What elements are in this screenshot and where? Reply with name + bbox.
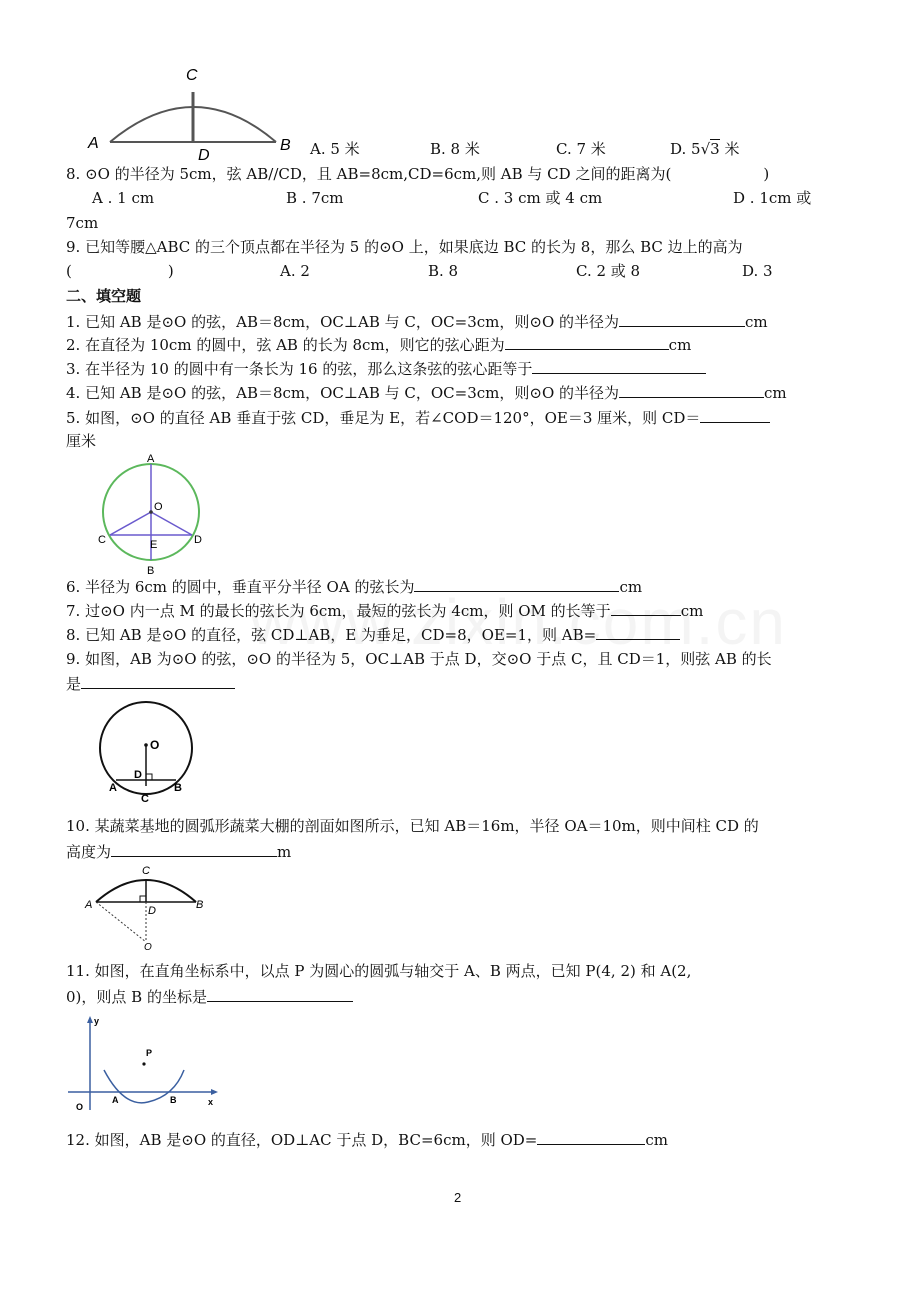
fill-7-text: 7. 过⊙O 内一点 M 的最长的弦长为 6cm，最短的弦长为 4cm，则 OM 的长等于 [66, 602, 611, 620]
arch-figure-top [80, 62, 300, 166]
label-a: A [88, 135, 99, 152]
q8-option-d-cont: 7cm [66, 214, 99, 232]
q8-option-a: A . 1 cm [92, 189, 155, 207]
label-d: D [134, 769, 142, 781]
label-c: C [142, 865, 150, 877]
answer-blank[interactable] [619, 310, 745, 327]
question-8 [66, 163, 769, 185]
q9-option-a: A. 2 [280, 262, 310, 280]
q9-option-c: C. 2 或 8 [576, 262, 641, 280]
label-y: y [94, 1016, 100, 1026]
question-9-open: ( [66, 262, 72, 280]
fill-10: 10. 某蔬菜基地的圆弧形蔬菜大棚的剖面如图所示，已知 AB＝16m，半径 OA＝10m，则中间柱 CD 的 [66, 817, 759, 835]
fill-9-cont-text: 是 [66, 675, 82, 693]
answer-blank[interactable] [700, 406, 770, 423]
question-9-close: ) [167, 262, 174, 280]
label-x: x [208, 1097, 214, 1107]
fill-3-text: 3. 在半径为 10 的圆中有一条长为 16 的弦，那么这条弦的弦心距等于 [66, 360, 533, 378]
fill-11-cont [66, 985, 353, 1008]
label-b: B [196, 899, 204, 911]
label-c: C [98, 534, 106, 546]
fill-11: 11. 如图，在直角坐标系中，以点 P 为圆心的圆弧与轴交于 A、B 两点，已知 P(4, 2) 和 A(2, [66, 962, 692, 980]
question-8-text: 8. ⊙O 的半径为 5cm，弦 AB//CD，且 AB=8cm,CD=6cm,则 AB 与 CD 之间的距离为( [66, 165, 672, 183]
answer-blank[interactable] [207, 985, 353, 1002]
q9-option-b: B. 8 [428, 262, 459, 280]
fill-10-cont-text: 高度为 [66, 843, 112, 861]
fill-4 [66, 381, 787, 404]
watermark [250, 585, 787, 659]
option-d-suffix: 米 [719, 140, 740, 158]
option-b: B. 8 米 [430, 140, 480, 158]
label-o: O [150, 738, 160, 752]
label-o: O [76, 1102, 84, 1112]
label-d: D [194, 534, 202, 546]
fill-5 [66, 406, 770, 429]
option-d-root: 3 [710, 140, 720, 158]
fill-1 [66, 310, 768, 333]
label-p: P [146, 1048, 153, 1058]
fill-10-unit: m [277, 843, 292, 861]
fill-7-unit: cm [680, 602, 704, 620]
fill-4-unit: cm [764, 384, 787, 402]
coordinate-figure-11 [64, 1012, 224, 1116]
question-9-text: 9. 已知等腰△ABC 的三个顶点都在半径为 5 的⊙O 上，如果底边 BC 的长为 8，那么 BC 边上的高为 [66, 238, 743, 256]
fill-5-text: 5. 如图，⊙O 的直径 AB 垂直于弦 CD，垂足为 E，若∠COD＝120°，OE＝3 厘米，则 CD＝ [66, 409, 701, 427]
fill-1-text: 1. 已知 AB 是⊙O 的弦，AB＝8cm，OC⊥AB 与 C，OC=3cm，则⊙O 的半径为 [66, 313, 620, 331]
option-c: C. 7 米 [556, 140, 606, 158]
fill-3 [66, 357, 706, 380]
label-a: A [85, 899, 93, 911]
label-c: C [141, 793, 149, 805]
fill-9-cont [66, 672, 235, 695]
fill-5-cont: 厘米 [66, 432, 97, 450]
label-b: B [170, 1095, 177, 1105]
fill-12-unit: cm [645, 1131, 668, 1149]
fill-12 [66, 1128, 668, 1151]
label-a: A [112, 1095, 119, 1105]
option-d [670, 138, 739, 160]
option-a: A. 5 米 [310, 140, 360, 158]
label-o: O [144, 942, 152, 952]
fill-8-text: 8. 已知 AB 是⊙O 的直径，弦 CD⊥AB，E 为垂足，CD=8，OE=1，则 AB= [66, 626, 597, 644]
circle-figure-5 [92, 452, 212, 576]
fill-2 [66, 333, 691, 356]
fill-1-unit: cm [745, 313, 768, 331]
q8-option-b: B . 7cm [286, 189, 344, 207]
fill-6-unit: cm [619, 578, 643, 596]
label-d: D [148, 905, 156, 917]
fill-2-unit: cm [668, 336, 692, 354]
answer-blank[interactable] [81, 672, 235, 689]
label-a: A [109, 782, 117, 794]
sqrt-icon: √ [700, 140, 711, 158]
q9-option-d: D. 3 [742, 262, 773, 280]
answer-blank[interactable] [537, 1128, 645, 1145]
label-b: B [280, 137, 291, 154]
label-e: E [150, 539, 158, 551]
label-d: D [198, 147, 210, 164]
fill-12-text: 12. 如图，AB 是⊙O 的直径，OD⊥AC 于点 D，BC=6cm，则 OD= [66, 1131, 538, 1149]
fill-4-text: 4. 已知 AB 是⊙O 的弦，AB＝8cm，OC⊥AB 与 C，OC=3cm，则⊙O 的半径为 [66, 384, 620, 402]
page-number: 2 [454, 1190, 462, 1205]
label-o: O [154, 501, 163, 513]
option-d-prefix: D. 5 [670, 140, 701, 158]
answer-blank[interactable] [111, 840, 277, 857]
question-9-paren [66, 260, 174, 282]
fill-6-text: 6. 半径为 6cm 的圆中，垂直平分半径 OA 的弦长为 [66, 578, 415, 596]
section-title: 二、填空题 [66, 287, 142, 305]
label-b: B [174, 782, 182, 794]
fill-11-cont-text: 0)，则点 B 的坐标是 [66, 988, 207, 1006]
question-8-close: ) [763, 165, 770, 183]
answer-blank[interactable] [532, 357, 706, 374]
answer-blank[interactable] [619, 381, 764, 398]
fill-2-text: 2. 在直径为 10cm 的圆中，弦 AB 的长为 8cm，则它的弦心距为 [66, 336, 505, 354]
label-b: B [147, 565, 155, 576]
fill-9: 9. 如图，AB 为⊙O 的弦，⊙O 的半径为 5，OC⊥AB 于点 D，交⊙O 于点 C，且 CD＝1，则弦 AB 的长 [66, 650, 772, 668]
q8-option-d: D . 1cm 或 [733, 189, 812, 207]
arch-figure-10 [82, 860, 212, 952]
label-c: C [186, 67, 198, 84]
answer-blank[interactable] [505, 333, 669, 350]
q8-option-c: C . 3 cm 或 4 cm [478, 189, 603, 207]
label-a: A [147, 453, 155, 465]
circle-figure-9 [96, 700, 206, 808]
